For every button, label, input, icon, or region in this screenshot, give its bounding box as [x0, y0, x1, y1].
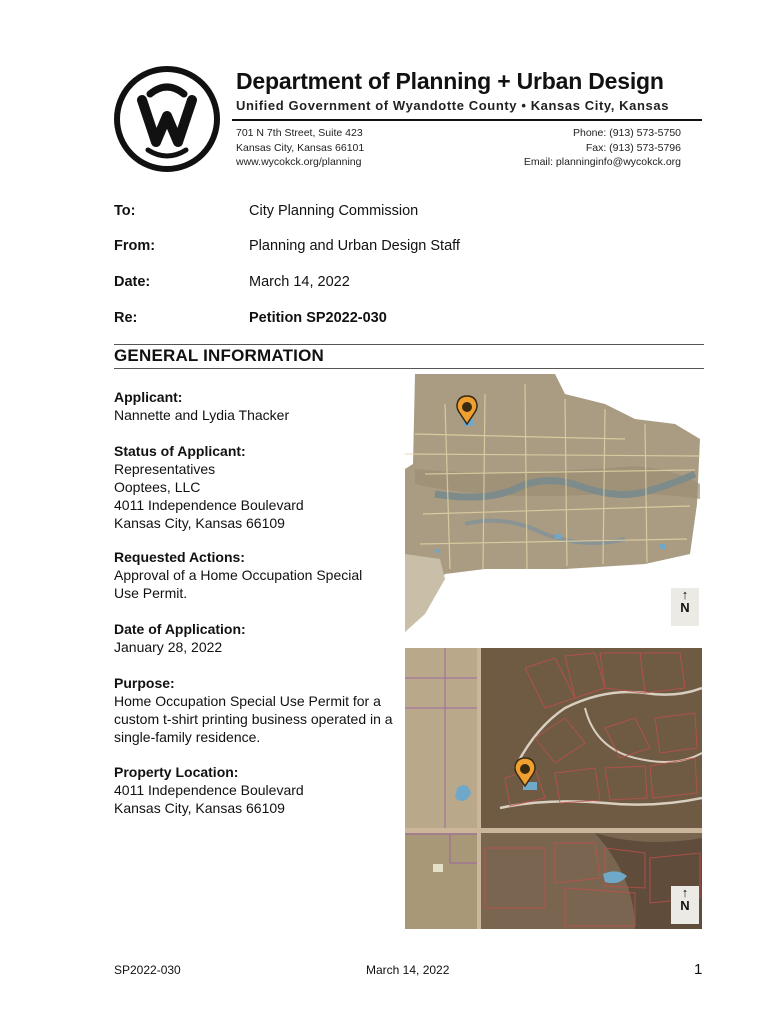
fax-line: Fax: (913) 573-5796: [585, 141, 681, 154]
aerial-map: [405, 648, 702, 929]
website-link[interactable]: www.wycokck.org/planning: [236, 156, 362, 168]
address-line: 701 N 7th Street, Suite 423: [236, 127, 363, 139]
footer-date: March 14, 2022: [366, 963, 450, 977]
memo-to-label: To:: [114, 203, 136, 219]
section-rule-bottom: [114, 368, 704, 369]
status-line: Ooptees, LLC: [114, 479, 201, 495]
memo-date-label: Date:: [114, 274, 151, 290]
status-line: 4011 Independence Boulevard: [114, 497, 304, 513]
status-line: Representatives: [114, 461, 216, 477]
applicant-value: Nannette and Lydia Thacker: [114, 407, 290, 423]
north-arrow-icon: ↑: [681, 885, 689, 900]
north-arrow-aerial: [671, 886, 699, 924]
memo-re-value: Petition SP2022-030: [249, 310, 387, 326]
requested-label: Requested Actions:: [114, 549, 245, 565]
status-label: Status of Applicant:: [114, 443, 246, 459]
address-line: Kansas City, Kansas 66101: [236, 141, 365, 154]
address-block: [236, 126, 364, 170]
section-rule-top: [114, 344, 704, 345]
section-title: GENERAL INFORMATION: [114, 346, 324, 365]
phone-line: Phone: (913) 573-5750: [573, 127, 681, 139]
memo-from-label: From:: [114, 238, 156, 254]
north-arrow: [671, 588, 699, 626]
date-application-value: January 28, 2022: [114, 639, 223, 655]
vicinity-map-image: [405, 374, 702, 632]
memo-from-value: Planning and Urban Design Staff: [249, 238, 460, 254]
status-block: [114, 442, 399, 532]
ug-logo-icon: [114, 66, 220, 172]
vicinity-map: [405, 374, 702, 632]
memo-re-label: Re:: [114, 310, 138, 326]
requested-block: [114, 548, 389, 602]
purpose-value: Home Occupation Special Use Permit for a custom t-shirt printing business operated in a single-family residence.: [114, 693, 393, 745]
north-arrow-icon: ↑: [681, 587, 689, 602]
letterhead-divider: [232, 119, 702, 121]
applicant-block: [114, 388, 399, 424]
department-title: Department of Planning + Urban Design: [236, 68, 664, 94]
status-line: Kansas City, Kansas 66109: [114, 515, 285, 531]
page-number: 1: [694, 961, 703, 978]
north-label: N: [680, 898, 690, 913]
memo-to-value: City Planning Commission: [249, 203, 419, 219]
location-block: [114, 763, 399, 817]
requested-value: Approval of a Home Occupation Special Use Permit.: [114, 567, 363, 601]
purpose-block: [114, 674, 394, 746]
applicant-label: Applicant:: [114, 389, 183, 405]
date-application-block: [114, 620, 399, 656]
north-label: N: [680, 600, 690, 615]
footer-petition: SP2022-030: [114, 963, 181, 977]
location-label: Property Location:: [114, 764, 239, 780]
date-application-label: Date of Application:: [114, 621, 246, 637]
purpose-label: Purpose:: [114, 675, 175, 691]
memo-date-value: March 14, 2022: [249, 274, 350, 290]
location-line: 4011 Independence Boulevard: [114, 782, 304, 798]
location-line: Kansas City, Kansas 66109: [114, 800, 285, 816]
email-link[interactable]: Email: planninginfo@wycokck.org: [523, 156, 681, 168]
aerial-map-image: [405, 648, 702, 929]
contact-block: [524, 126, 681, 170]
government-subtitle: Unified Government of Wyandotte County • Kansas City, Kansas: [236, 98, 670, 113]
